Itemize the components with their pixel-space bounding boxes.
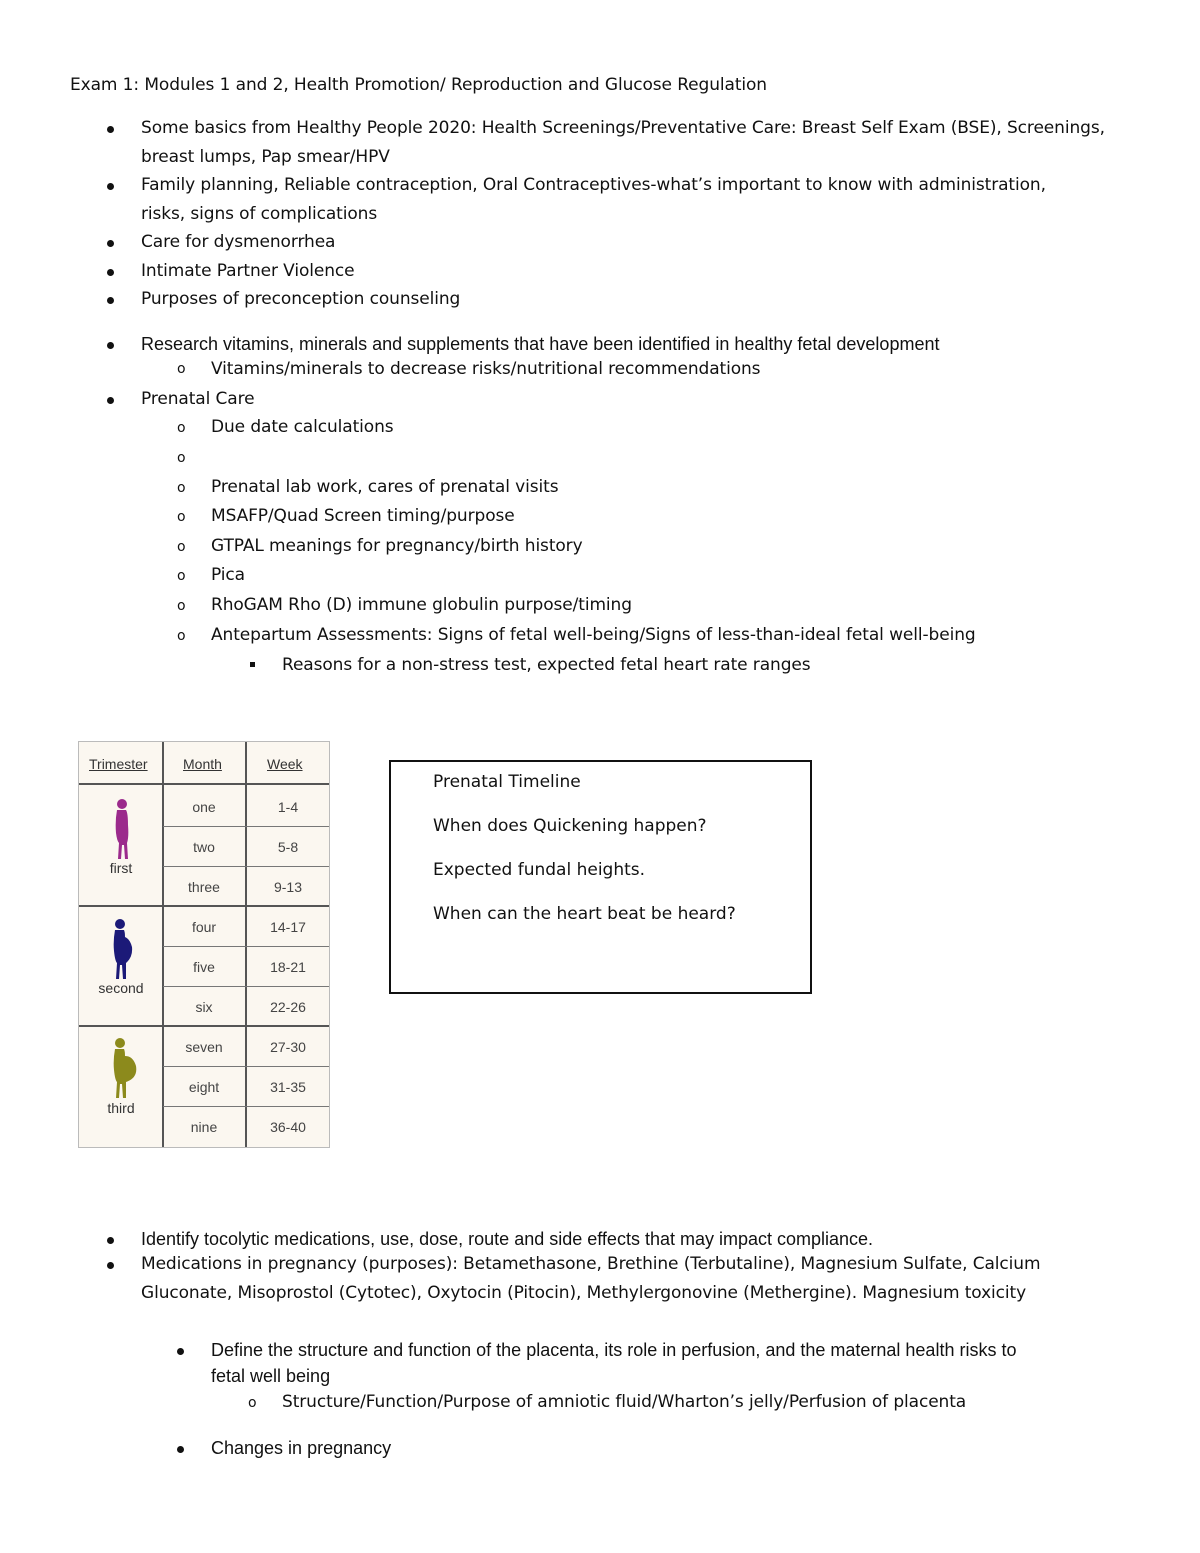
sub-item: GTPAL meanings for pregnancy/birth history xyxy=(211,536,583,556)
sub-item: RhoGAM Rho (D) immune globulin purpose/timing xyxy=(211,595,632,615)
trimester-table xyxy=(78,741,330,1148)
table-row-divider xyxy=(163,826,329,827)
table-header-trimester: Trimester xyxy=(89,756,148,772)
bullet-dot xyxy=(107,297,114,304)
list-item-placenta: Define the structure and function of the placenta, its role in perfusion, and the maternal health risks to xyxy=(211,1340,1017,1360)
table-cell-week: 27-30 xyxy=(270,1039,306,1055)
bullet-dot xyxy=(107,1262,114,1269)
list-item-continuation: breast lumps, Pap smear/HPV xyxy=(141,147,390,167)
table-cell-week: 36-40 xyxy=(270,1119,306,1135)
list-item-medications: Medications in pregnancy (purposes): Betamethasone, Brethine (Terbutaline), Magnesium Sulfate, Calcium xyxy=(141,1254,1041,1274)
sub-item: Vitamins/minerals to decrease risks/nutritional recommendations xyxy=(211,359,761,379)
list-item: Care for dysmenorrhea xyxy=(141,232,336,252)
table-row-divider xyxy=(163,866,329,867)
circle-bullet: o xyxy=(248,1395,257,1411)
timeline-question: When can the heart beat be heard? xyxy=(433,904,736,924)
table-row-divider xyxy=(163,1066,329,1067)
sub-item: MSAFP/Quad Screen timing/purpose xyxy=(211,506,515,526)
table-divider xyxy=(79,783,329,785)
list-item-changes: Changes in pregnancy xyxy=(211,1438,392,1458)
bullet-dot xyxy=(107,397,114,404)
circle-bullet: o xyxy=(177,450,186,466)
table-cell-month: four xyxy=(191,919,217,935)
bullet-dot xyxy=(107,126,114,133)
timeline-question: Expected fundal heights. xyxy=(433,860,646,880)
table-cell-month: eight xyxy=(188,1079,220,1095)
table-cell-week: 31-35 xyxy=(270,1079,306,1095)
list-item: Intimate Partner Violence xyxy=(141,261,355,281)
sub-item: Pica xyxy=(211,565,245,585)
square-bullet xyxy=(250,662,255,667)
prenatal-timeline-box xyxy=(389,760,812,994)
table-header-week: Week xyxy=(267,756,303,772)
pregnant-figure-second-icon xyxy=(105,917,141,983)
circle-bullet: o xyxy=(177,628,186,644)
table-row-divider xyxy=(163,946,329,947)
circle-bullet: o xyxy=(177,480,186,496)
table-cell-month: two xyxy=(193,839,215,855)
list-item: Purposes of preconception counseling xyxy=(141,289,461,309)
sub-item: Antepartum Assessments: Signs of fetal well-being/Signs of less-than-ideal fetal well-being xyxy=(211,625,976,645)
circle-bullet: o xyxy=(177,539,186,555)
table-cell-week: 14-17 xyxy=(270,919,306,935)
trimester-label-third: third xyxy=(107,1100,135,1116)
pregnant-figure-third-icon xyxy=(105,1036,143,1102)
table-divider xyxy=(79,905,329,907)
list-item-tocolytic: Identify tocolytic medications, use, dose, route and side effects that may impact compliance. xyxy=(141,1229,874,1249)
timeline-heading: Prenatal Timeline xyxy=(433,772,581,792)
timeline-question: When does Quickening happen? xyxy=(433,816,707,836)
table-cell-month: six xyxy=(195,999,213,1015)
table-cell-week: 5-8 xyxy=(277,839,299,855)
table-cell-week: 18-21 xyxy=(270,959,306,975)
pregnant-figure-first-icon xyxy=(105,797,139,863)
bullet-dot xyxy=(177,1446,184,1453)
bullet-dot xyxy=(107,1237,114,1244)
trimester-label-first: first xyxy=(109,860,133,876)
sub-sub-item: Reasons for a non-stress test, expected fetal heart rate ranges xyxy=(282,655,811,675)
table-cell-month: seven xyxy=(185,1039,223,1055)
list-item-continuation: Gluconate, Misoprostol (Cytotec), Oxytocin (Pitocin), Methylergonovine (Methergine). Magnesium toxicity xyxy=(141,1283,1027,1303)
list-item-continuation: fetal well being xyxy=(211,1366,331,1386)
table-cell-month: one xyxy=(192,799,216,815)
page-title: Exam 1: Modules 1 and 2, Health Promotion/ Reproduction and Glucose Regulation xyxy=(70,75,767,95)
circle-bullet: o xyxy=(177,598,186,614)
list-item-research: Research vitamins, minerals and supplements that have been identified in healthy fetal development xyxy=(141,334,940,354)
trimester-label-second: second xyxy=(98,980,144,996)
list-item-continuation: risks, signs of complications xyxy=(141,204,378,224)
circle-bullet: o xyxy=(177,361,186,377)
table-cell-month: nine xyxy=(190,1119,218,1135)
table-cell-week: 1-4 xyxy=(277,799,299,815)
sub-item: Prenatal lab work, cares of prenatal visits xyxy=(211,477,559,497)
bullet-dot xyxy=(177,1348,184,1355)
circle-bullet: o xyxy=(177,568,186,584)
list-item-prenatal-care: Prenatal Care xyxy=(141,389,255,409)
circle-bullet: o xyxy=(177,509,186,525)
bullet-dot xyxy=(107,269,114,276)
table-header-month: Month xyxy=(183,756,222,772)
sub-item: Due date calculations xyxy=(211,417,394,437)
bullet-dot xyxy=(107,240,114,247)
table-cell-month: five xyxy=(193,959,215,975)
table-cell-week: 9-13 xyxy=(273,879,303,895)
table-cell-month: three xyxy=(188,879,220,895)
table-row-divider xyxy=(163,1106,329,1107)
table-cell-week: 22-26 xyxy=(270,999,306,1015)
list-item: Family planning, Reliable contraception, Oral Contraceptives-what’s important to know with administration, xyxy=(141,175,1046,195)
table-divider xyxy=(79,1025,329,1027)
sub-item: Structure/Function/Purpose of amniotic fluid/Wharton’s jelly/Perfusion of placenta xyxy=(282,1392,967,1412)
circle-bullet: o xyxy=(177,420,186,436)
bullet-dot xyxy=(107,183,114,190)
bullet-dot xyxy=(107,342,114,349)
list-item: Some basics from Healthy People 2020: Health Screenings/Preventative Care: Breast Self Exam (BSE), Screenings, xyxy=(141,118,1105,138)
table-row-divider xyxy=(163,986,329,987)
